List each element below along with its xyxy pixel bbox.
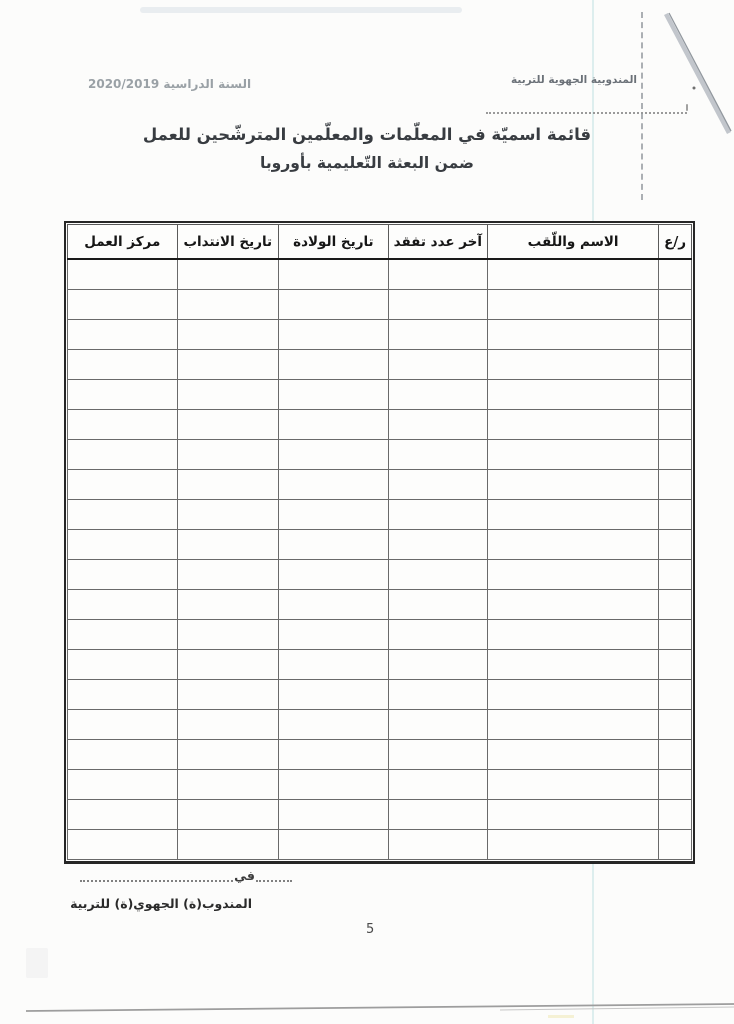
table-cell-work-center [68, 800, 178, 830]
column-header-last-inspection-grade: آخر عدد تفقد [388, 225, 487, 260]
table-cell-work-center [68, 680, 178, 710]
table-cell-recruitment-date [177, 680, 279, 710]
table-cell-birth-date [279, 410, 388, 440]
table-row [68, 380, 692, 410]
table-cell-birth-date [279, 620, 388, 650]
table-cell-birth-date [279, 800, 388, 830]
table-row [68, 740, 692, 770]
table-cell-work-center [68, 770, 178, 800]
table-cell-serial [659, 530, 692, 560]
table-cell-full-name [488, 500, 659, 530]
table-cell-recruitment-date [177, 290, 279, 320]
table-cell-work-center [68, 470, 178, 500]
table-row [68, 800, 692, 830]
column-header-work-center: مركز العمل [68, 225, 178, 260]
table-cell-last-inspection-grade [388, 710, 487, 740]
table-row [68, 680, 692, 710]
table-row [68, 290, 692, 320]
table-row [68, 350, 692, 380]
table-cell-full-name [488, 830, 659, 860]
table-cell-birth-date [279, 320, 388, 350]
table-cell-full-name [488, 770, 659, 800]
table-row [68, 620, 692, 650]
table-cell-birth-date [279, 740, 388, 770]
table-row [68, 410, 692, 440]
letterhead-dotted-line-end [686, 104, 688, 111]
table-cell-full-name [488, 380, 659, 410]
table-cell-work-center [68, 620, 178, 650]
letterhead-dotted-line [486, 106, 687, 114]
table-cell-recruitment-date [177, 590, 279, 620]
table-cell-full-name [488, 560, 659, 590]
table-cell-work-center [68, 500, 178, 530]
table-cell-birth-date [279, 560, 388, 590]
table-cell-recruitment-date [177, 770, 279, 800]
table-cell-serial [659, 650, 692, 680]
table-cell-last-inspection-grade [388, 560, 487, 590]
table-cell-birth-date [279, 290, 388, 320]
table-row [68, 650, 692, 680]
table-cell-serial [659, 620, 692, 650]
table-cell-last-inspection-grade [388, 530, 487, 560]
table-cell-recruitment-date [177, 530, 279, 560]
table-cell-work-center [68, 350, 178, 380]
title-line-1: قائمة اسميّة في المعلّمات والمعلّمين المترشّحين للعمل [142, 125, 592, 144]
table-cell-serial [659, 680, 692, 710]
table-cell-last-inspection-grade [388, 320, 487, 350]
table-cell-full-name [488, 410, 659, 440]
table-cell-serial [659, 710, 692, 740]
table-cell-full-name [488, 680, 659, 710]
table-body [68, 259, 692, 860]
table-cell-recruitment-date [177, 740, 279, 770]
letterhead-organization: المندوبية الجهوية للتربية [511, 74, 637, 86]
table-cell-serial [659, 380, 692, 410]
table-cell-work-center [68, 650, 178, 680]
candidates-table-frame [64, 221, 695, 864]
table-cell-birth-date [279, 500, 388, 530]
table-cell-last-inspection-grade [388, 590, 487, 620]
table-row [68, 590, 692, 620]
table-cell-serial [659, 290, 692, 320]
table-cell-serial [659, 830, 692, 860]
dotted-line-segment [256, 876, 292, 882]
table-cell-full-name [488, 650, 659, 680]
table-cell-full-name [488, 590, 659, 620]
table-cell-birth-date [279, 259, 388, 290]
table-cell-last-inspection-grade [388, 500, 487, 530]
table-cell-recruitment-date [177, 650, 279, 680]
school-year-label: السنة الدراسية 2020/2019 [88, 77, 252, 91]
table-cell-last-inspection-grade [388, 290, 487, 320]
table-cell-full-name [488, 470, 659, 500]
table-cell-last-inspection-grade [388, 740, 487, 770]
table-cell-last-inspection-grade [388, 830, 487, 860]
table-cell-work-center [68, 710, 178, 740]
signature-title: المندوب(ة) الجهوي(ة) للتربية [70, 896, 252, 911]
table-row [68, 830, 692, 860]
document-title [0, 120, 734, 176]
table-cell-full-name [488, 350, 659, 380]
table-cell-birth-date [279, 380, 388, 410]
table-row [68, 710, 692, 740]
table-cell-work-center [68, 380, 178, 410]
table-cell-birth-date [279, 470, 388, 500]
table-cell-serial [659, 590, 692, 620]
table-cell-last-inspection-grade [388, 470, 487, 500]
table-cell-serial [659, 740, 692, 770]
table-cell-serial [659, 800, 692, 830]
table-cell-work-center [68, 590, 178, 620]
table-cell-full-name [488, 259, 659, 290]
table-cell-recruitment-date [177, 350, 279, 380]
table-cell-recruitment-date [177, 259, 279, 290]
table-cell-last-inspection-grade [388, 650, 487, 680]
table-cell-work-center [68, 320, 178, 350]
table-row [68, 560, 692, 590]
table-cell-serial [659, 440, 692, 470]
table-cell-work-center [68, 530, 178, 560]
table-row [68, 470, 692, 500]
table-cell-work-center [68, 290, 178, 320]
table-cell-full-name [488, 710, 659, 740]
dotted-line-segment [80, 876, 233, 882]
table-cell-full-name [488, 800, 659, 830]
table-row [68, 259, 692, 290]
column-header-birth-date: تاريخ الولادة [279, 225, 388, 260]
table-cell-last-inspection-grade [388, 380, 487, 410]
candidates-table [67, 224, 692, 860]
column-header-serial: ع/ر [659, 225, 692, 260]
column-header-recruitment-date: تاريخ الانتداب [177, 225, 279, 260]
table-cell-last-inspection-grade [388, 410, 487, 440]
table-cell-serial [659, 350, 692, 380]
table-cell-recruitment-date [177, 620, 279, 650]
table-cell-serial [659, 500, 692, 530]
table-cell-work-center [68, 410, 178, 440]
table-header-row [68, 225, 692, 260]
table-row [68, 770, 692, 800]
table-cell-serial [659, 259, 692, 290]
date-place-prefix: في [234, 868, 255, 883]
table-cell-birth-date [279, 590, 388, 620]
table-cell-serial [659, 410, 692, 440]
table-cell-last-inspection-grade [388, 259, 487, 290]
pen-mark-icon [666, 13, 731, 133]
table-row [68, 500, 692, 530]
page-number: 5 [366, 922, 375, 937]
table-cell-recruitment-date [177, 380, 279, 410]
table-cell-last-inspection-grade [388, 800, 487, 830]
table-cell-last-inspection-grade [388, 620, 487, 650]
table-cell-recruitment-date [177, 320, 279, 350]
table-row [68, 530, 692, 560]
table-cell-birth-date [279, 440, 388, 470]
scan-smudge-bottom-left [26, 948, 48, 978]
table-cell-recruitment-date [177, 410, 279, 440]
table-cell-serial [659, 470, 692, 500]
table-cell-last-inspection-grade [388, 680, 487, 710]
table-cell-work-center [68, 259, 178, 290]
table-cell-recruitment-date [177, 500, 279, 530]
scanner-bottom-edge [26, 1004, 734, 1018]
table-cell-full-name [488, 740, 659, 770]
table-cell-birth-date [279, 830, 388, 860]
table-cell-serial [659, 320, 692, 350]
table-cell-recruitment-date [177, 710, 279, 740]
table-cell-birth-date [279, 680, 388, 710]
date-place-dotted-line [80, 868, 292, 882]
table-cell-work-center [68, 830, 178, 860]
table-cell-last-inspection-grade [388, 350, 487, 380]
table-cell-birth-date [279, 770, 388, 800]
table-cell-birth-date [279, 650, 388, 680]
table-cell-full-name [488, 530, 659, 560]
table-row [68, 440, 692, 470]
table-cell-work-center [68, 740, 178, 770]
table-cell-birth-date [279, 710, 388, 740]
table-cell-recruitment-date [177, 470, 279, 500]
table-cell-birth-date [279, 530, 388, 560]
table-cell-serial [659, 770, 692, 800]
table-cell-recruitment-date [177, 440, 279, 470]
table-cell-recruitment-date [177, 800, 279, 830]
table-cell-birth-date [279, 350, 388, 380]
table-cell-full-name [488, 290, 659, 320]
scan-smudge [140, 7, 462, 13]
table-cell-full-name [488, 320, 659, 350]
table-cell-work-center [68, 440, 178, 470]
table-cell-last-inspection-grade [388, 440, 487, 470]
title-line-2: ضمن البعثة التّعليمية بأوروبا [260, 154, 474, 172]
table-cell-recruitment-date [177, 560, 279, 590]
table-cell-serial [659, 560, 692, 590]
table-cell-last-inspection-grade [388, 770, 487, 800]
table-cell-full-name [488, 440, 659, 470]
column-header-full-name: الاسم واللّقب [488, 225, 659, 260]
table-row [68, 320, 692, 350]
table-cell-recruitment-date [177, 830, 279, 860]
table-cell-work-center [68, 560, 178, 590]
table-cell-full-name [488, 620, 659, 650]
